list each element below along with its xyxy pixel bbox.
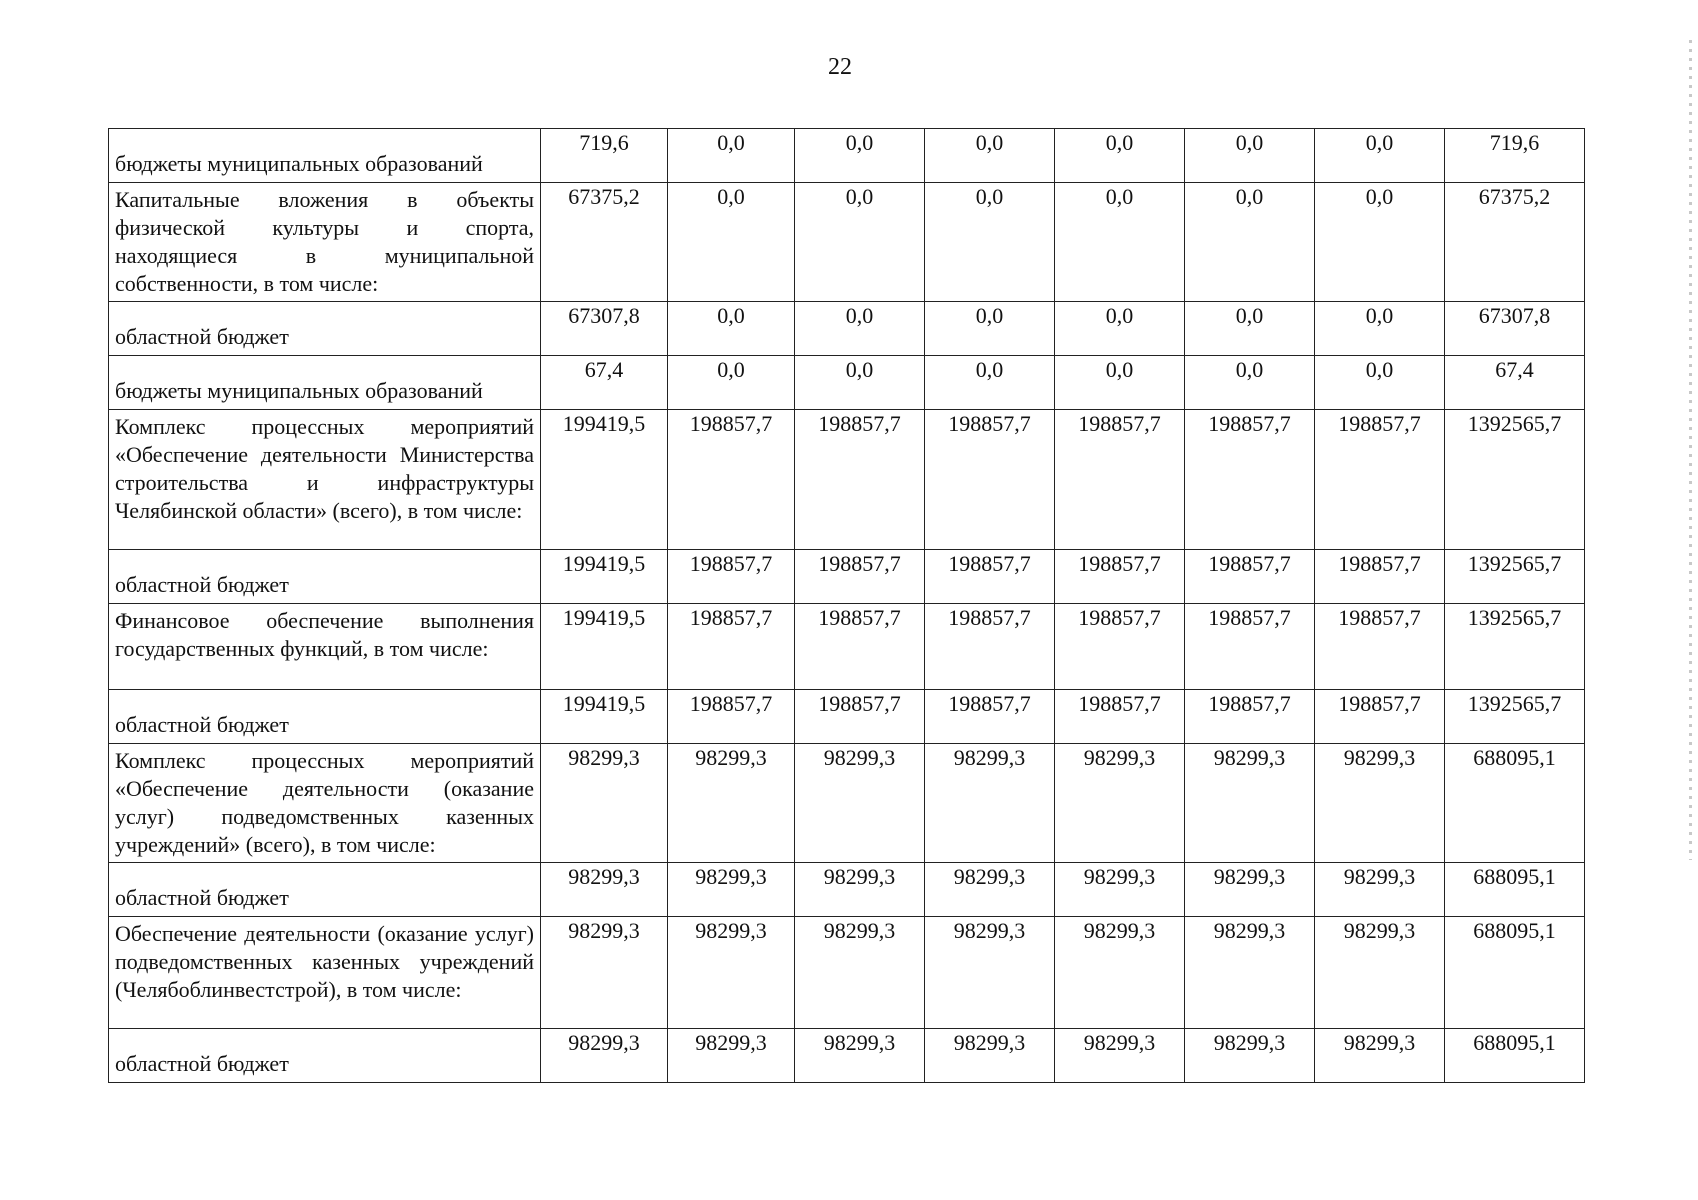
value-cell: 199419,5 [541, 410, 668, 550]
total-cell: 688095,1 [1445, 744, 1585, 863]
value-cell: 198857,7 [668, 410, 795, 550]
row-label: бюджеты муниципальных образований [109, 129, 541, 183]
row-label: бюджеты муниципальных образований [109, 356, 541, 410]
value-cell: 98299,3 [925, 1029, 1055, 1083]
row-label: Комплекс процессных мероприятий «Обеспечение деятельности (оказание услуг) подведомственных казенных учреждений» (всего), в том числе: [109, 744, 541, 863]
row-label: областной бюджет [109, 302, 541, 356]
value-cell: 98299,3 [925, 917, 1055, 1029]
value-cell: 198857,7 [1055, 410, 1185, 550]
value-cell: 0,0 [1055, 302, 1185, 356]
value-cell: 198857,7 [1315, 604, 1445, 690]
total-cell: 719,6 [1445, 129, 1585, 183]
value-cell: 0,0 [1315, 183, 1445, 302]
value-cell: 98299,3 [1315, 1029, 1445, 1083]
total-cell: 67375,2 [1445, 183, 1585, 302]
value-cell: 198857,7 [795, 550, 925, 604]
budget-table [108, 128, 1585, 1083]
value-cell: 98299,3 [795, 1029, 925, 1083]
value-cell: 198857,7 [1315, 690, 1445, 744]
value-cell: 0,0 [1315, 129, 1445, 183]
total-cell: 1392565,7 [1445, 550, 1585, 604]
table-row [109, 356, 1585, 410]
table-row [109, 690, 1585, 744]
table-row [109, 550, 1585, 604]
value-cell: 0,0 [1315, 302, 1445, 356]
value-cell: 0,0 [925, 302, 1055, 356]
row-label: областной бюджет [109, 1029, 541, 1083]
value-cell: 98299,3 [541, 1029, 668, 1083]
value-cell: 67,4 [541, 356, 668, 410]
page-number: 22 [828, 54, 852, 80]
value-cell: 98299,3 [1185, 863, 1315, 917]
total-cell: 67,4 [1445, 356, 1585, 410]
row-label: Капитальные вложения в объекты физической культуры и спорта, находящиеся в муниципальной собственности, в том числе: [109, 183, 541, 302]
value-cell: 198857,7 [1315, 410, 1445, 550]
value-cell: 98299,3 [541, 917, 668, 1029]
value-cell: 198857,7 [1055, 550, 1185, 604]
value-cell: 198857,7 [1185, 690, 1315, 744]
value-cell: 198857,7 [925, 550, 1055, 604]
table-body [109, 129, 1585, 1083]
value-cell: 98299,3 [541, 744, 668, 863]
value-cell: 198857,7 [925, 690, 1055, 744]
total-cell: 67307,8 [1445, 302, 1585, 356]
total-cell: 688095,1 [1445, 917, 1585, 1029]
value-cell: 719,6 [541, 129, 668, 183]
value-cell: 198857,7 [1185, 550, 1315, 604]
value-cell: 199419,5 [541, 690, 668, 744]
value-cell: 0,0 [1055, 129, 1185, 183]
value-cell: 198857,7 [795, 604, 925, 690]
value-cell: 98299,3 [1315, 863, 1445, 917]
table-row [109, 917, 1585, 1029]
value-cell: 0,0 [1185, 183, 1315, 302]
value-cell: 98299,3 [541, 863, 668, 917]
table-row [109, 863, 1585, 917]
value-cell: 0,0 [668, 356, 795, 410]
value-cell: 0,0 [1185, 302, 1315, 356]
value-cell: 198857,7 [925, 410, 1055, 550]
total-cell: 688095,1 [1445, 863, 1585, 917]
value-cell: 98299,3 [1055, 744, 1185, 863]
value-cell: 0,0 [1055, 183, 1185, 302]
value-cell: 98299,3 [1055, 1029, 1185, 1083]
value-cell: 98299,3 [668, 744, 795, 863]
value-cell: 0,0 [668, 183, 795, 302]
value-cell: 0,0 [668, 129, 795, 183]
row-label: областной бюджет [109, 690, 541, 744]
table-row [109, 744, 1585, 863]
value-cell: 198857,7 [1055, 604, 1185, 690]
value-cell: 198857,7 [1055, 690, 1185, 744]
value-cell: 198857,7 [668, 604, 795, 690]
value-cell: 0,0 [795, 356, 925, 410]
value-cell: 98299,3 [925, 744, 1055, 863]
value-cell: 0,0 [795, 129, 925, 183]
value-cell: 67307,8 [541, 302, 668, 356]
value-cell: 198857,7 [925, 604, 1055, 690]
value-cell: 98299,3 [925, 863, 1055, 917]
value-cell: 198857,7 [1185, 604, 1315, 690]
value-cell: 0,0 [925, 183, 1055, 302]
table-row [109, 183, 1585, 302]
value-cell: 0,0 [925, 356, 1055, 410]
table-row [109, 410, 1585, 550]
value-cell: 98299,3 [1315, 744, 1445, 863]
value-cell: 0,0 [795, 183, 925, 302]
row-label: областной бюджет [109, 863, 541, 917]
value-cell: 98299,3 [1185, 744, 1315, 863]
value-cell: 98299,3 [668, 863, 795, 917]
value-cell: 98299,3 [795, 744, 925, 863]
value-cell: 98299,3 [1185, 1029, 1315, 1083]
value-cell: 98299,3 [668, 1029, 795, 1083]
value-cell: 98299,3 [1315, 917, 1445, 1029]
value-cell: 198857,7 [795, 410, 925, 550]
value-cell: 0,0 [1315, 356, 1445, 410]
value-cell: 0,0 [925, 129, 1055, 183]
total-cell: 1392565,7 [1445, 690, 1585, 744]
value-cell: 67375,2 [541, 183, 668, 302]
value-cell: 199419,5 [541, 604, 668, 690]
value-cell: 98299,3 [1055, 863, 1185, 917]
table-row [109, 1029, 1585, 1083]
row-label: Комплекс процессных мероприятий «Обеспечение деятельности Министерства строительства и инфраструктуры Челябинской области» (всего), в том числе: [109, 410, 541, 550]
value-cell: 98299,3 [795, 863, 925, 917]
scan-edge-mark [1689, 40, 1692, 860]
total-cell: 688095,1 [1445, 1029, 1585, 1083]
table-row [109, 129, 1585, 183]
total-cell: 1392565,7 [1445, 410, 1585, 550]
value-cell: 98299,3 [668, 917, 795, 1029]
value-cell: 98299,3 [1185, 917, 1315, 1029]
value-cell: 198857,7 [668, 550, 795, 604]
value-cell: 0,0 [668, 302, 795, 356]
value-cell: 0,0 [1055, 356, 1185, 410]
value-cell: 198857,7 [668, 690, 795, 744]
value-cell: 98299,3 [1055, 917, 1185, 1029]
value-cell: 98299,3 [795, 917, 925, 1029]
row-label: областной бюджет [109, 550, 541, 604]
table-row [109, 604, 1585, 690]
value-cell: 199419,5 [541, 550, 668, 604]
value-cell: 0,0 [1185, 129, 1315, 183]
value-cell: 0,0 [1185, 356, 1315, 410]
value-cell: 198857,7 [795, 690, 925, 744]
row-label: Финансовое обеспечение выполнения государственных функций, в том числе: [109, 604, 541, 690]
row-label: Обеспечение деятельности (оказание услуг) подведомственных казенных учреждений (Челябоблинвестстрой), в том числе: [109, 917, 541, 1029]
value-cell: 198857,7 [1185, 410, 1315, 550]
value-cell: 198857,7 [1315, 550, 1445, 604]
value-cell: 0,0 [795, 302, 925, 356]
table-row [109, 302, 1585, 356]
total-cell: 1392565,7 [1445, 604, 1585, 690]
